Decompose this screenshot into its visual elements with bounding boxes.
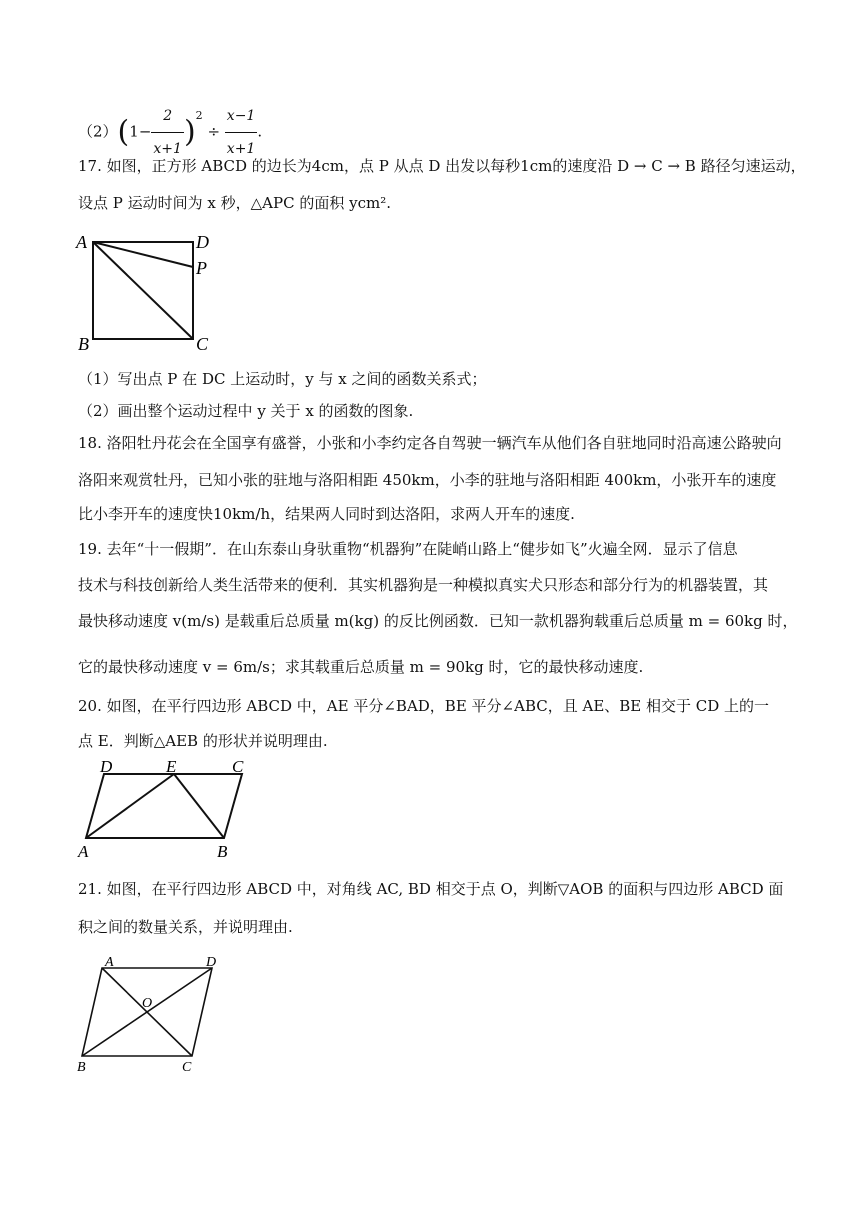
q16-frac1-den: x+1 xyxy=(153,141,182,157)
q21-line2: 积之间的数量关系，并说明理由. xyxy=(78,918,293,936)
q17-sub1: （1）写出点 P 在 DC 上运动时，y 与 x 之间的函数关系式； xyxy=(78,370,487,388)
q16-div: ÷ xyxy=(207,122,221,141)
label-a: A xyxy=(78,842,89,861)
q18-line1: 18. 洛阳牡丹花会在全国享有盛誉，小张和小李约定各自驾驶一辆汽车从他们各自驻地同时沿高速公路驶向 xyxy=(78,434,782,452)
segment-ac xyxy=(93,242,193,339)
q20-line1: 20. 如图，在平行四边形 ABCD 中，AE 平分∠BAD，BE 平分∠ABC，且 AE、BE 相交于 CD 上的一 xyxy=(78,697,770,715)
q21-parallelogram-figure xyxy=(72,950,232,1076)
q19-line3: 最快移动速度 v(m/s) 是载重后总质量 m(kg) 的反比例函数．已知一款机器狗载重后总质量 m = 60kg 时， xyxy=(78,612,798,630)
label-p: P xyxy=(196,258,207,278)
q16-part2-label: （2） xyxy=(78,122,118,141)
q17-square-figure xyxy=(72,228,232,356)
q17-sub2: （2）画出整个运动过程中 y 关于 x 的函数的图象. xyxy=(78,402,414,420)
q20-line2: 点 E．判断△AEB 的形状并说明理由. xyxy=(78,732,328,750)
segment-ap xyxy=(93,242,193,267)
q16-frac1-num: 2 xyxy=(151,100,184,133)
label-d: D xyxy=(100,757,113,776)
label-c: C xyxy=(196,334,209,354)
label-c: C xyxy=(182,1060,192,1075)
label-d: D xyxy=(196,232,209,252)
q19-line2: 技术与科技创新给人类生活带来的便利．其实机器狗是一种模拟真实犬只形态和部分行为的机器装置，其 xyxy=(78,576,769,594)
label-b: B xyxy=(77,1060,86,1075)
q20-parallelogram-figure xyxy=(72,756,262,864)
label-b: B xyxy=(217,842,228,861)
label-o: O xyxy=(142,996,153,1011)
q18-line2: 洛阳来观赏牡丹，已知小张的驻地与洛阳相距 450km，小李的驻地与洛阳相距 400km，小张开车的速度 xyxy=(78,471,777,489)
left-paren: ( xyxy=(117,114,130,150)
q18-line3: 比小李开车的速度快10km/h，结果两人同时到达洛阳，求两人开车的速度. xyxy=(78,505,575,523)
q16-end: . xyxy=(257,122,263,141)
q16-exponent: 2 xyxy=(195,109,203,122)
segment-ae xyxy=(86,774,174,838)
q19-line4: 它的最快移动速度 v = 6m/s；求其载重后总质量 m = 90kg 时，它的最快移动速度. xyxy=(78,658,644,676)
label-a: A xyxy=(76,232,87,252)
q16-one: 1 xyxy=(129,122,139,141)
right-paren: ) xyxy=(183,114,196,150)
label-b: B xyxy=(78,334,89,354)
q16-minus: − xyxy=(138,122,152,141)
q16-frac2-num: x−1 xyxy=(225,100,258,133)
segment-be xyxy=(174,774,224,838)
q17-line1: 17. 如图，正方形 ABCD 的边长为4cm，点 P 从点 D 出发以每秒1cm的速度沿 D → C → B 路径匀速运动， xyxy=(78,157,806,175)
label-e: E xyxy=(166,757,177,776)
q16-part2-expression xyxy=(78,100,263,157)
label-a: A xyxy=(105,955,114,970)
q21-line1: 21. 如图，在平行四边形 ABCD 中，对角线 AC, BD 相交于点 O，判断▽AOB 的面积与四边形 ABCD 面 xyxy=(78,880,784,898)
parallelogram-abcd xyxy=(86,774,242,838)
q19-line1: 19. 去年“十一假期”．在山东泰山身驮重物“机器狗”在陡峭山路上“健步如飞”火遍全网．显示了信息 xyxy=(78,540,738,558)
label-d: D xyxy=(206,955,217,970)
diagonal-bd xyxy=(82,968,212,1056)
label-c: C xyxy=(232,757,244,776)
q16-frac2-den: x+1 xyxy=(226,141,256,157)
q17-line2: 设点 P 运动时间为 x 秒，△APC 的面积 ycm². xyxy=(78,194,391,212)
